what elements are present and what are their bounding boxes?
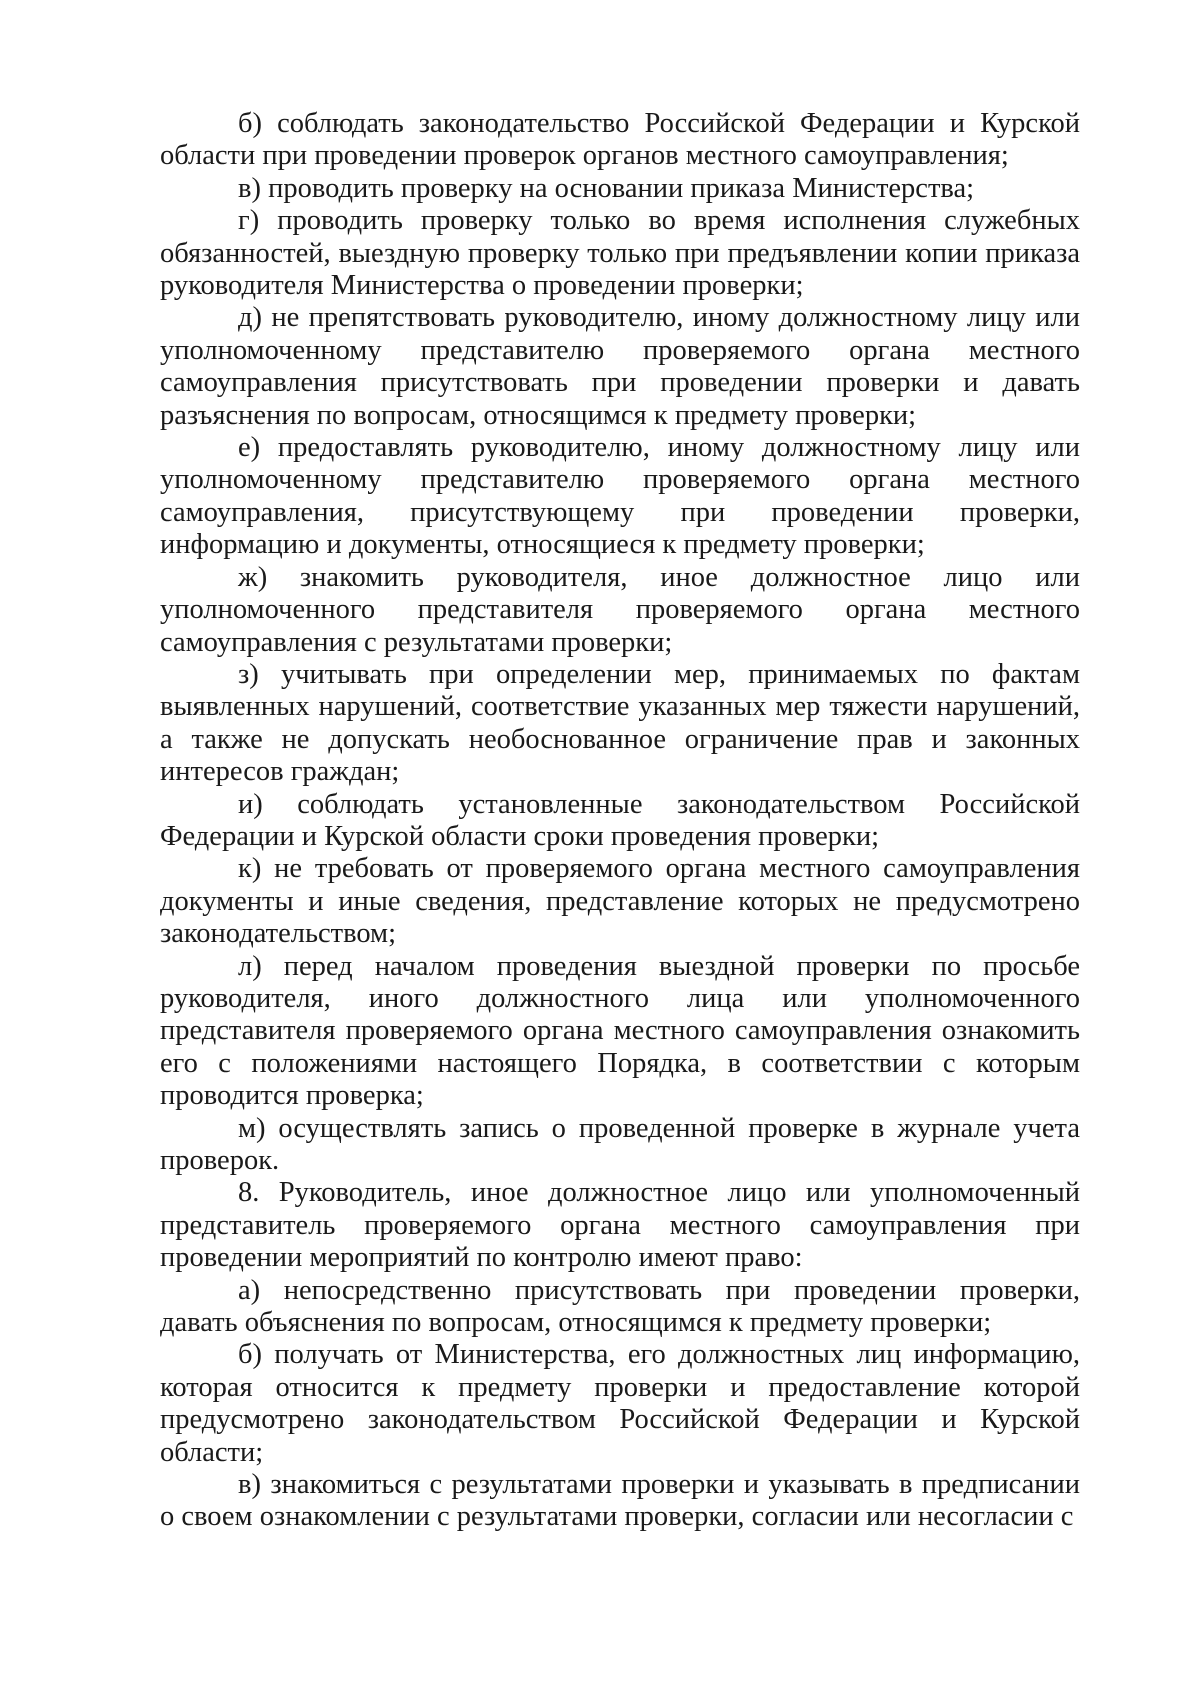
paragraph-item-b-receive-information: б) получать от Министерства, его должностных лиц информацию, которая относится к предмету проверки и предоставление которой предусмотрено законодательством Российской Федерации и Курской области; <box>160 1339 1080 1468</box>
paragraph-item-v-review-results: в) знакомиться с результатами проверки и указывать в предписании о своем ознакомлении с результатами проверки, согласии или несогласии с <box>160 1469 1080 1533</box>
paragraph-item-k-not-require-documents: к) не требовать от проверяемого органа местного самоуправления документы и иные сведения, представление которых не предусмотрено законодательством; <box>160 853 1080 950</box>
paragraph-item-a-be-present: а) непосредственно присутствовать при проведении проверки, давать объяснения по вопросам, относящимся к предмету проверки; <box>160 1274 1080 1339</box>
paragraph-item-g-official-duties: г) проводить проверку только во время исполнения служебных обязанностей, выездную проверку только при предъявлении копии приказа руководителя Министерства о проведении проверки; <box>160 205 1080 302</box>
paragraph-item-i-observe-deadlines: и) соблюдать установленные законодательством Российской Федерации и Курской области сроки проведения проверки; <box>160 788 1080 852</box>
paragraph-section-8-rights: 8. Руководитель, иное должностное лицо или уполномоченный представитель проверяемого органа местного самоуправления при проведении мероприятий по контролю имеют право: <box>160 1177 1080 1274</box>
paragraph-item-l-acquaint-procedure: л) перед началом проведения выездной проверки по просьбе руководителя, иного должностного лица или уполномоченного представителя проверяемого органа местного самоуправления ознакомить его с положениями настоящего Порядка, в соответствии с которым проводится проверка; <box>160 950 1080 1112</box>
document-body <box>160 108 1080 1534</box>
paragraph-item-z-proportional-measures: з) учитывать при определении мер, принимаемых по фактам выявленных нарушений, соответствие указанных мер тяжести нарушений, а также не допускать необоснованное ограничение прав и законных интересов граждан; <box>160 658 1080 788</box>
paragraph-item-zh-acquaint-results: ж) знакомить руководителя, иное должностное лицо или уполномоченного представителя проверяемого органа местного самоуправления с результатами проверки; <box>160 561 1080 658</box>
paragraph-item-v-order-basis: в) проводить проверку на основании приказа Министерства; <box>238 172 975 204</box>
paragraph-item-b-comply-legislation: б) соблюдать законодательство Российской Федерации и Курской области при проведении проверок органов местного самоуправления; <box>160 108 1080 172</box>
paragraph-item-m-journal-record: м) осуществлять запись о проведенной проверке в журнале учета проверок. <box>160 1112 1080 1176</box>
paragraph-item-d-not-obstruct: д) не препятствовать руководителю, иному должностному лицу или уполномоченному представителю проверяемого органа местного самоуправления присутствовать при проведении проверки и давать разъяснения по вопросам, относящимся к предмету проверки; <box>160 302 1080 431</box>
paragraph-item-e-provide-information: е) предоставлять руководителю, иному должностному лицу или уполномоченному представителю проверяемого органа местного самоуправления, присутствующему при проведении проверки, информацию и документы, относящиеся к предмету проверки; <box>160 432 1080 561</box>
